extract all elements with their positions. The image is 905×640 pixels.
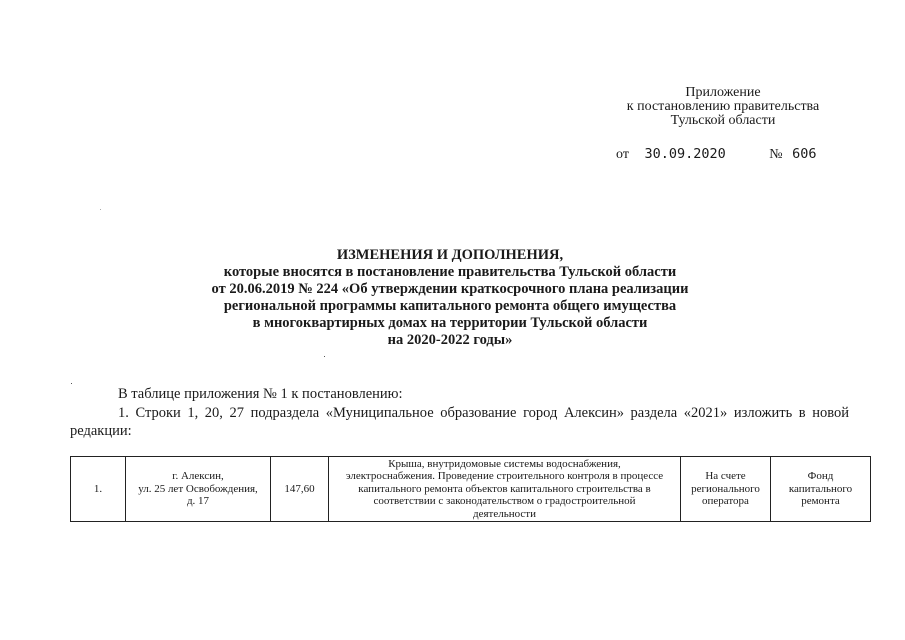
scan-speck (100, 209, 101, 210)
title-line-5: в многоквартирных домах на территории Тульской области (252, 315, 648, 331)
scan-speck (324, 356, 325, 357)
document-title (150, 247, 750, 349)
appendix-title: Приложение (685, 85, 761, 100)
works-line: капитального ремонта объектов капитального строительства в (358, 482, 651, 495)
row-number-cell (71, 457, 126, 522)
title-line-4: региональной программы капитального ремонта общего имущества (223, 298, 677, 314)
title-line-2: которые вносятся в постановление правительства Тульской области (223, 264, 677, 280)
body-paragraph-1: В таблице приложения № 1 к постановлению: (118, 386, 403, 402)
address-line: д. 17 (186, 495, 210, 508)
title-line-1: ИЗМЕНЕНИЯ И ДОПОЛНЕНИЯ, (336, 247, 564, 263)
title-line-3: от 20.06.2019 № 224 «Об утверждении краткосрочного плана реализации (211, 281, 689, 297)
row-number: 1. (93, 482, 103, 495)
works-line: Крыша, внутридомовые системы водоснабжения, (388, 457, 621, 470)
appendix-region: Тульской области (670, 113, 776, 128)
account-line: оператора (702, 495, 749, 508)
decree-date-number (616, 146, 816, 163)
account-line: На счете (705, 470, 746, 483)
table-row (71, 457, 871, 522)
account-cell (681, 457, 771, 522)
decree-number: 606 (792, 146, 817, 162)
works-cell (329, 457, 681, 522)
funding-source-cell (771, 457, 871, 522)
address-line: ул. 25 лет Освобождения, (138, 482, 258, 495)
funding-line: ремонта (801, 495, 840, 508)
decree-date: 30.09.2020 (644, 146, 726, 162)
address-cell (126, 457, 271, 522)
appendix-header (600, 86, 846, 128)
funding-line: капитального (788, 482, 853, 495)
area-value: 147,60 (284, 482, 315, 495)
area-cell (271, 457, 329, 522)
account-line: регионального (691, 482, 760, 495)
appendix-reference: к постановлению правительства (626, 99, 820, 114)
works-line: деятельности (473, 507, 536, 520)
repair-plan-table (70, 456, 871, 522)
funding-line: Фонд (807, 470, 834, 483)
address-line: г. Алексин, (172, 470, 224, 483)
decree-number-label: № (769, 147, 783, 162)
scan-speck (71, 383, 72, 384)
works-line: соответствии с законодательством о градостроительной (373, 495, 636, 508)
body-paragraph-2: 1. Строки 1, 20, 27 подраздела «Муниципальное образование город Алексин» раздела «2021» изложить в новой редакции: (70, 405, 849, 439)
title-line-6: на 2020-2022 годы» (387, 332, 513, 348)
works-line: электроснабжения. Проведение строительного контроля в процессе (345, 470, 664, 483)
decree-from-label: от (616, 147, 629, 162)
